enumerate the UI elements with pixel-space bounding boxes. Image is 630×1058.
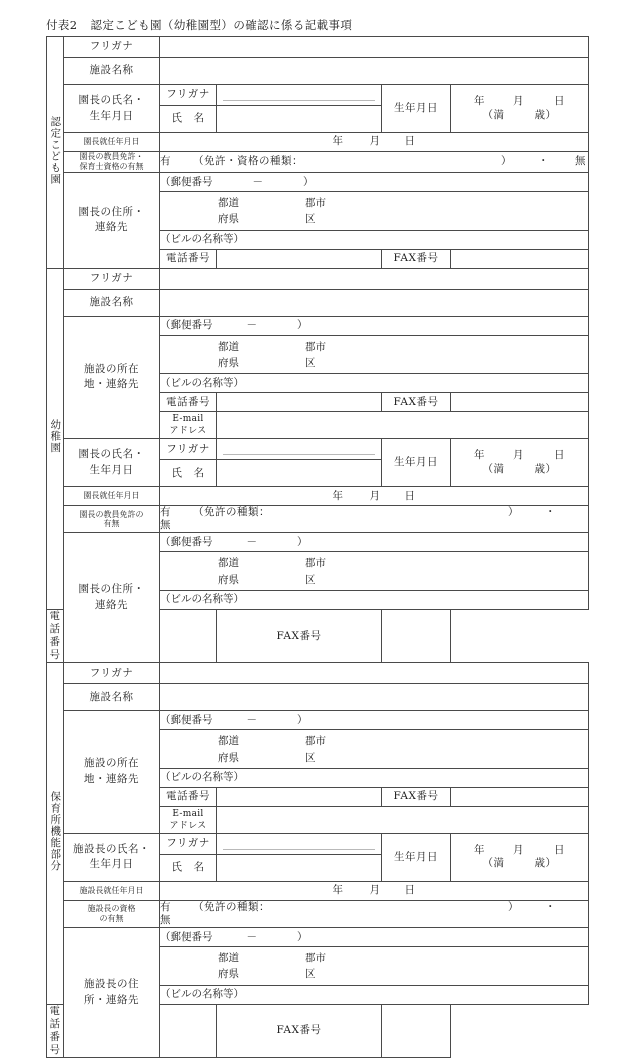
field-director-dob-s3[interactable]: 年 月 日 （満 歳） bbox=[451, 833, 589, 881]
label-director-name-dob-s3: 施設長の氏名・ 生年月日 bbox=[64, 833, 160, 881]
label-dob-s1: 生年月日 bbox=[382, 85, 451, 133]
table-row bbox=[47, 173, 589, 192]
table-row bbox=[47, 85, 589, 106]
label-director-appointed-s3: 施設長就任年月日 bbox=[64, 881, 160, 900]
field-phone-principal-s1[interactable] bbox=[217, 249, 382, 268]
table-row bbox=[47, 37, 589, 58]
field-principal-name-s2[interactable] bbox=[217, 460, 382, 487]
field-address-principal-s2[interactable]: 都道 郡市 府県 区 bbox=[160, 552, 589, 591]
field-postal-principal-s2[interactable]: （郵便番号 － ） bbox=[160, 533, 589, 552]
field-fax-director-s3[interactable] bbox=[382, 1004, 451, 1058]
section-label-youchien: 幼稚園 bbox=[47, 268, 64, 609]
label-phone-facility-s3: 電話番号 bbox=[160, 787, 217, 806]
field-phone-facility-s3[interactable] bbox=[217, 787, 382, 806]
field-principal-name-s1[interactable] bbox=[217, 106, 382, 133]
field-building-principal-s2[interactable]: （ビルの名称等） bbox=[160, 590, 589, 609]
table-row bbox=[47, 928, 589, 947]
field-facility-name-s2[interactable] bbox=[160, 289, 589, 316]
field-address-principal-s1[interactable]: 都道 郡市 府県 区 bbox=[160, 192, 589, 231]
field-director-appointed-s3[interactable]: 年 月 日 bbox=[160, 881, 589, 900]
field-email-facility-s2[interactable] bbox=[217, 412, 589, 439]
table-row bbox=[47, 316, 589, 335]
label-email-facility-s2: E-mail アドレス bbox=[160, 412, 217, 439]
field-furigana-s3[interactable] bbox=[160, 663, 589, 684]
label-fax-facility-s2: FAX番号 bbox=[382, 393, 451, 412]
label-principal-name-dob-s1: 園長の氏名・ 生年月日 bbox=[64, 85, 160, 133]
table-row bbox=[47, 506, 589, 533]
field-postal-principal-s1[interactable]: （郵便番号 － ） bbox=[160, 173, 589, 192]
field-principal-license-s1[interactable]: 有 （免許・資格の種類： ） ・ 無 bbox=[160, 152, 589, 173]
field-postal-director-s3[interactable]: （郵便番号 － ） bbox=[160, 928, 589, 947]
label-fax-principal-s1: FAX番号 bbox=[382, 249, 451, 268]
field-fax-facility-s2[interactable] bbox=[451, 393, 589, 412]
field-director-furigana-s3[interactable] bbox=[217, 833, 382, 854]
label-dob-s2: 生年月日 bbox=[382, 439, 451, 487]
table-row bbox=[47, 268, 589, 289]
field-fax-principal-s1[interactable] bbox=[451, 249, 589, 268]
label-furigana-s2: フリガナ bbox=[64, 268, 160, 289]
label-name-principal-s1: 氏 名 bbox=[160, 106, 217, 133]
field-director-license-s3[interactable]: 有 （免許の種類： ） ・無 bbox=[160, 900, 589, 927]
label-furigana-director-s3: フリガナ bbox=[160, 833, 217, 854]
field-phone-facility-s2[interactable] bbox=[217, 393, 382, 412]
field-director-name-s3[interactable] bbox=[217, 854, 382, 881]
field-phone-director-s3[interactable] bbox=[160, 1004, 217, 1058]
label-principal-license-s2: 園長の教員免許の 有無 bbox=[64, 506, 160, 533]
field-principal-dob-s1[interactable]: 年 月 日 （満 歳） bbox=[451, 85, 589, 133]
label-principal-appointed-s2: 園長就任年月日 bbox=[64, 487, 160, 506]
field-address-director-s3[interactable]: 都道 郡市 府県 区 bbox=[160, 947, 589, 986]
field-facility-name-s1[interactable] bbox=[160, 58, 589, 85]
label-name-principal-s2: 氏 名 bbox=[160, 460, 217, 487]
label-furigana-principal-s2: フリガナ bbox=[160, 439, 217, 460]
section-label-hoikusho: 保育所機能部分 bbox=[47, 663, 64, 1004]
field-email-facility-s3[interactable] bbox=[217, 806, 589, 833]
field-principal-appointed-s2[interactable]: 年 月 日 bbox=[160, 487, 589, 506]
title-prefix: 付表2 bbox=[46, 18, 78, 32]
label-name-director-s3: 氏 名 bbox=[160, 854, 217, 881]
table-row bbox=[47, 289, 589, 316]
table-row bbox=[47, 152, 589, 173]
field-facility-name-s3[interactable] bbox=[160, 684, 589, 711]
form-table bbox=[46, 36, 589, 1058]
table-row bbox=[47, 881, 589, 900]
label-phone-principal-s2: 電話番号 bbox=[47, 609, 64, 663]
label-fax-facility-s3: FAX番号 bbox=[382, 787, 451, 806]
page-title bbox=[46, 17, 352, 33]
label-principal-license-s1: 園長の教員免許・ 保育士資格の有無 bbox=[64, 152, 160, 173]
section-label-ninteikodomoen: 認定こども園 bbox=[47, 37, 64, 269]
field-postal-facility-s3[interactable]: （郵便番号 － ） bbox=[160, 711, 589, 730]
table-row bbox=[47, 900, 589, 927]
label-phone-principal-s1: 電話番号 bbox=[160, 249, 217, 268]
field-furigana-s2[interactable] bbox=[160, 268, 589, 289]
field-building-facility-s3[interactable]: （ビルの名称等） bbox=[160, 768, 589, 787]
label-principal-address-s2: 園長の住所・ 連絡先 bbox=[64, 533, 160, 663]
table-row bbox=[47, 833, 589, 854]
field-principal-dob-s2[interactable]: 年 月 日 （満 歳） bbox=[451, 439, 589, 487]
field-principal-furigana-s2[interactable] bbox=[217, 439, 382, 460]
label-principal-appointed-s1: 園長就任年月日 bbox=[64, 133, 160, 152]
label-facility-name-s3: 施設名称 bbox=[64, 684, 160, 711]
field-address-facility-s2[interactable]: 都道 郡市 府県 区 bbox=[160, 335, 589, 374]
field-building-director-s3[interactable]: （ビルの名称等） bbox=[160, 985, 589, 1004]
title-main: 認定こども園（幼稚園型）の確認に係る記載事項 bbox=[90, 18, 353, 32]
label-fax-director-s3: FAX番号 bbox=[217, 1004, 382, 1058]
field-fax-facility-s3[interactable] bbox=[451, 787, 589, 806]
field-fax-principal-s2[interactable] bbox=[382, 609, 451, 663]
field-postal-facility-s2[interactable]: （郵便番号 － ） bbox=[160, 316, 589, 335]
field-building-principal-s1[interactable]: （ビルの名称等） bbox=[160, 230, 589, 249]
label-principal-address-s1: 園長の住所・ 連絡先 bbox=[64, 173, 160, 269]
field-principal-license-s2[interactable]: 有 （免許の種類： ） ・無 bbox=[160, 506, 589, 533]
table-row bbox=[47, 487, 589, 506]
label-facility-address-s3: 施設の所在 地・連絡先 bbox=[64, 711, 160, 834]
label-facility-name-s1: 施設名称 bbox=[64, 58, 160, 85]
label-dob-s3: 生年月日 bbox=[382, 833, 451, 881]
table-row bbox=[47, 711, 589, 730]
label-furigana-s1: フリガナ bbox=[64, 37, 160, 58]
field-principal-furigana-s1[interactable] bbox=[217, 85, 382, 106]
table-row bbox=[47, 439, 589, 460]
label-facility-address-s2: 施設の所在 地・連絡先 bbox=[64, 316, 160, 439]
field-principal-appointed-s1[interactable]: 年 月 日 bbox=[160, 133, 589, 152]
label-principal-name-dob-s2: 園長の氏名・ 生年月日 bbox=[64, 439, 160, 487]
label-facility-name-s2: 施設名称 bbox=[64, 289, 160, 316]
label-phone-director-s3: 電話番号 bbox=[47, 1004, 64, 1058]
label-director-address-s3: 施設長の住 所・連絡先 bbox=[64, 928, 160, 1058]
field-building-facility-s2[interactable]: （ビルの名称等） bbox=[160, 374, 589, 393]
label-phone-facility-s2: 電話番号 bbox=[160, 393, 217, 412]
field-phone-principal-s2[interactable] bbox=[160, 609, 217, 663]
field-furigana-s1[interactable] bbox=[160, 37, 589, 58]
label-furigana-s3: フリガナ bbox=[64, 663, 160, 684]
table-row bbox=[47, 133, 589, 152]
table-row bbox=[47, 663, 589, 684]
table-row bbox=[47, 533, 589, 552]
label-director-license-s3: 施設長の資格 の有無 bbox=[64, 900, 160, 927]
table-row bbox=[47, 684, 589, 711]
table-row bbox=[47, 58, 589, 85]
label-email-facility-s3: E-mail アドレス bbox=[160, 806, 217, 833]
label-furigana-principal-s1: フリガナ bbox=[160, 85, 217, 106]
field-address-facility-s3[interactable]: 都道 郡市 府県 区 bbox=[160, 730, 589, 769]
label-fax-principal-s2: FAX番号 bbox=[217, 609, 382, 663]
